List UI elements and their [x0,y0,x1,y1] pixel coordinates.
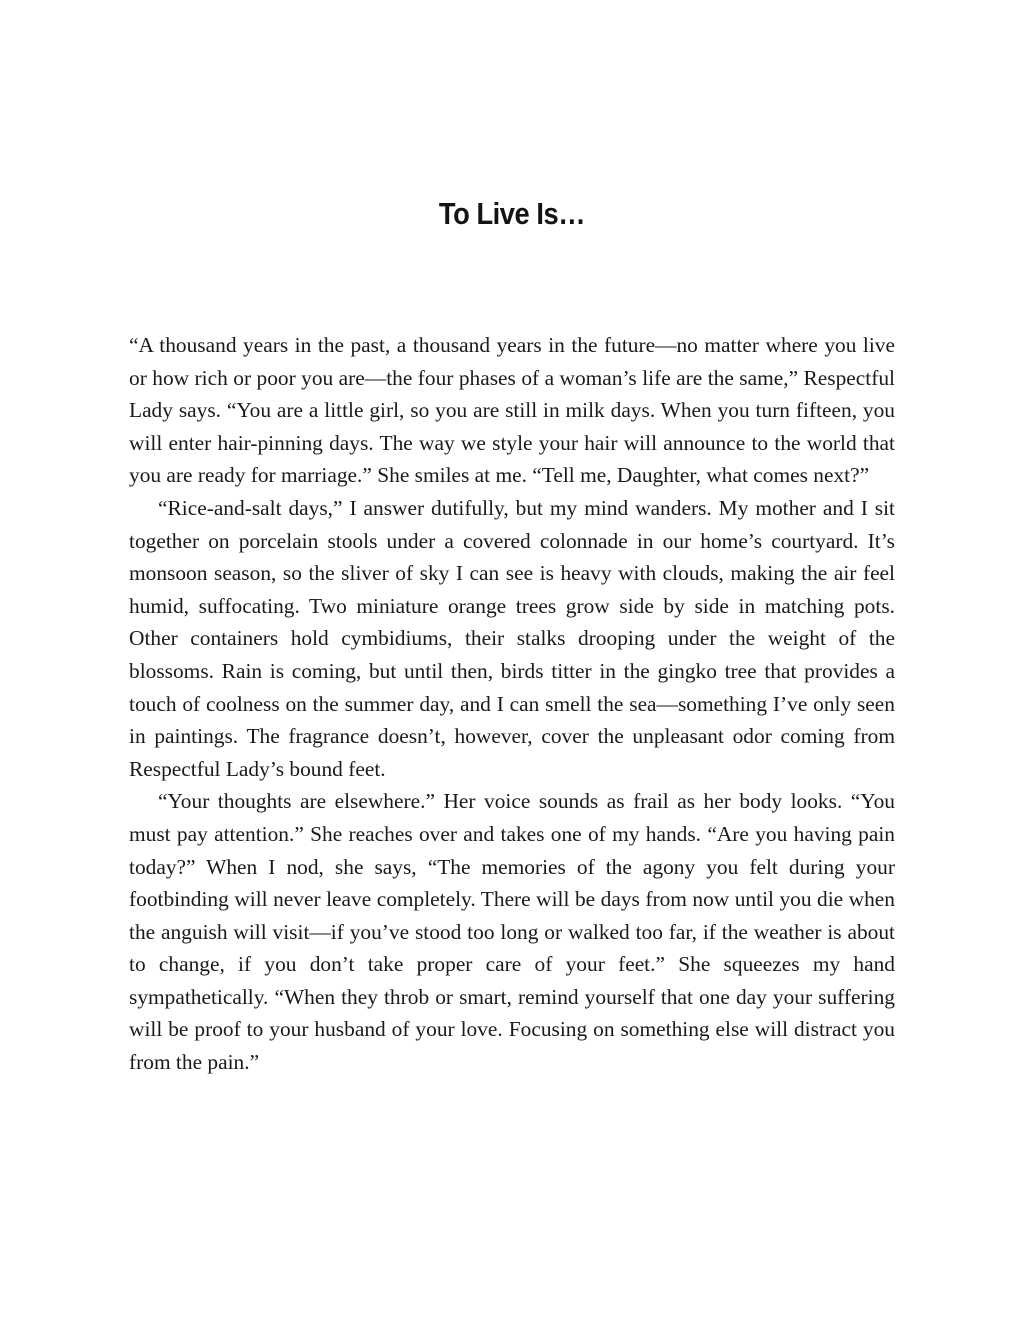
paragraph-2: “Rice-and-salt days,” I answer dutifully, but my mind wanders. My mother and I sit together on porcelain stools under a covered colonnade in our home’s courtyard. It’s monsoon season, so the sliver of sky I can see is heavy with clouds, making the air feel humid, suffocating. Two miniature orange trees grow side by side in matching pots. Other containers hold cymbidiums, their stalks drooping under the weight of the blossoms. Rain is coming, but until then, birds titter in the gingko tree that provides a touch of coolness on the summer day, and I can smell the sea—something I’ve only seen in paintings. The fragrance doesn’t, however, cover the unpleasant odor coming from Respectful Lady’s bound feet. [129,495,895,781]
chapter-body [129,329,895,1079]
chapter-title: To Live Is… [438,196,586,231]
paragraph-1: “A thousand years in the past, a thousand years in the future—no matter where you live or how rich or poor you are—the four phases of a woman’s life are the same,” Respectful Lady says. “You are a little girl, so you are still in milk days. When you turn fifteen, you will enter hair-pinning days. The way we style your hair will announce to the world that you are ready for marriage.” She smiles at me. “Tell me, Daughter, what comes next?” [129,333,895,488]
paragraph-3: “Your thoughts are elsewhere.” Her voice sounds as frail as her body looks. “You must pay attention.” She reaches over and takes one of my hands. “Are you having pain today?” When I nod, she says, “The memories of the agony you felt during your footbinding will never leave completely. There will be days from now until you die when the anguish will visit—if you’ve stood too long or walked too far, if the weather is about to change, if you don’t take proper care of your feet.” She squeezes my hand sympathetically. “When they throb or smart, remind yourself that one day your suffering will be proof to your husband of your love. Focusing on something else will distract you from the pain.” [129,789,895,1075]
